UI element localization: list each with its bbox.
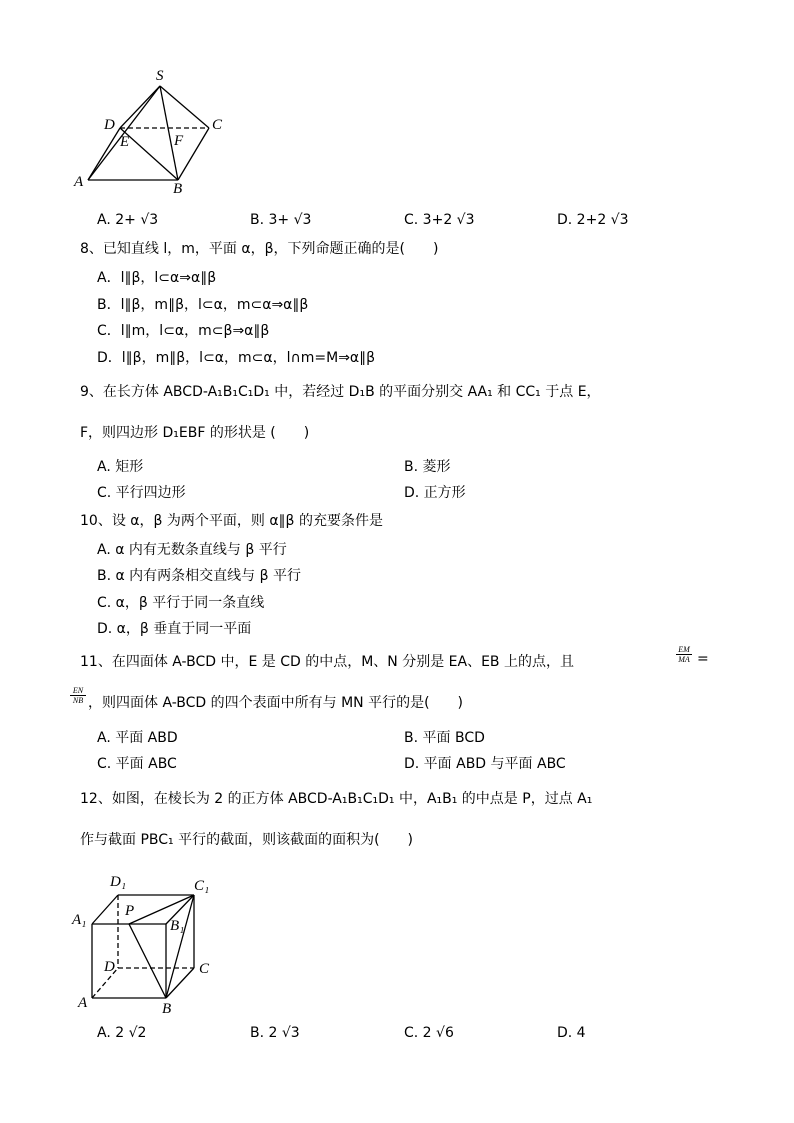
q11-frac1-numerator: EM (678, 645, 690, 654)
q11-fraction-em-ma (676, 645, 692, 664)
label-F: F (174, 133, 184, 149)
q11-frac1-denominator: MA (678, 655, 690, 664)
q7-option-c[interactable]: C. 3+2 √3 (404, 212, 475, 228)
q9-option-d[interactable]: D. 正方形 (404, 485, 466, 501)
label-C1: C₁ (194, 878, 210, 894)
q8-option-b[interactable]: B．l∥β，m∥β，l⊂α，m⊂α⇒α∥β (97, 297, 309, 313)
label-E: E (120, 134, 130, 150)
q12-option-d[interactable]: D. 4 (557, 1025, 586, 1041)
q11-frac2-numerator: EN (72, 686, 84, 695)
q11-fraction-en-nb (70, 686, 86, 705)
q12-stem-line2: 作与截面 PBC₁ 平行的截面，则该截面的面积为( ) (80, 832, 414, 848)
q12-option-b[interactable]: B. 2 √3 (250, 1025, 300, 1041)
q8-option-d[interactable]: D．l∥β，m∥β，l⊂α，m⊂α，l∩m=M⇒α∥β (97, 350, 376, 366)
label-A1: A₁ (72, 912, 87, 928)
q12-option-c[interactable]: C. 2 √6 (404, 1025, 454, 1041)
label-B: B (173, 181, 183, 197)
q10-stem: 10、设 α，β 为两个平面，则 α∥β 的充要条件是 (80, 513, 383, 529)
label-B-cube: B (162, 1001, 172, 1017)
label-D1: D₁ (110, 874, 127, 890)
q7-option-d[interactable]: D. 2+2 √3 (557, 212, 629, 228)
q8-option-c[interactable]: C．l∥m，l⊂α，m⊂β⇒α∥β (97, 323, 270, 339)
q10-option-d[interactable]: D. α，β 垂直于同一平面 (97, 621, 252, 637)
q12-option-a[interactable]: A. 2 √2 (97, 1025, 147, 1041)
q9-option-b[interactable]: B. 菱形 (404, 459, 451, 475)
q11-option-c[interactable]: C. 平面 ABC (97, 756, 177, 772)
q10-option-b[interactable]: B. α 内有两条相交直线与 β 平行 (97, 568, 302, 584)
q7-option-a[interactable]: A. 2+ √3 (97, 212, 159, 228)
q9-stem-line1: 9、在长方体 ABCD-A₁B₁C₁D₁ 中，若经过 D₁B 的平面分别交 AA₁ 和 CC₁ 于点 E， (80, 384, 601, 400)
q12-stem-line1: 12、如图，在棱长为 2 的正方体 ABCD-A₁B₁C₁D₁ 中，A₁B₁ 的中点是 P，过点 A₁ (80, 791, 593, 807)
label-B1: B₁ (170, 918, 185, 934)
label-D: D (104, 117, 115, 133)
q9-stem-line2: F，则四边形 D₁EBF 的形状是 ( ) (80, 425, 310, 441)
q11-option-a[interactable]: A. 平面 ABD (97, 730, 178, 746)
q10-option-a[interactable]: A. α 内有无数条直线与 β 平行 (97, 542, 287, 558)
q10-option-c[interactable]: C. α，β 平行于同一条直线 (97, 595, 265, 611)
q11-equals: = (697, 651, 709, 667)
label-A: A (74, 174, 84, 190)
q8-option-a[interactable]: A．l∥β，l⊂α⇒α∥β (97, 270, 217, 286)
q9-option-a[interactable]: A. 矩形 (97, 459, 144, 475)
label-C-cube: C (199, 961, 210, 977)
q7-option-b[interactable]: B. 3+ √3 (250, 212, 312, 228)
q11-stem-line1: 11、在四面体 A-BCD 中，E 是 CD 的中点，M、N 分别是 EA、EB 上的点，且 (80, 654, 574, 670)
q11-frac2-denominator: NB (72, 696, 84, 705)
q11-option-b[interactable]: B. 平面 BCD (404, 730, 485, 746)
q11-option-d[interactable]: D. 平面 ABD 与平面 ABC (404, 756, 566, 772)
q9-option-c[interactable]: C. 平行四边形 (97, 485, 186, 501)
label-A-cube: A (78, 995, 88, 1011)
label-S: S (156, 68, 164, 84)
label-P: P (125, 903, 135, 919)
label-D-cube: D (104, 959, 115, 975)
q11-stem-line2: ，则四面体 A-BCD 的四个表面中所有与 MN 平行的是( ) (88, 695, 464, 711)
label-C: C (212, 117, 223, 133)
q8-stem: 8、已知直线 l，m，平面 α，β，下列命题正确的是( ) (80, 241, 439, 257)
